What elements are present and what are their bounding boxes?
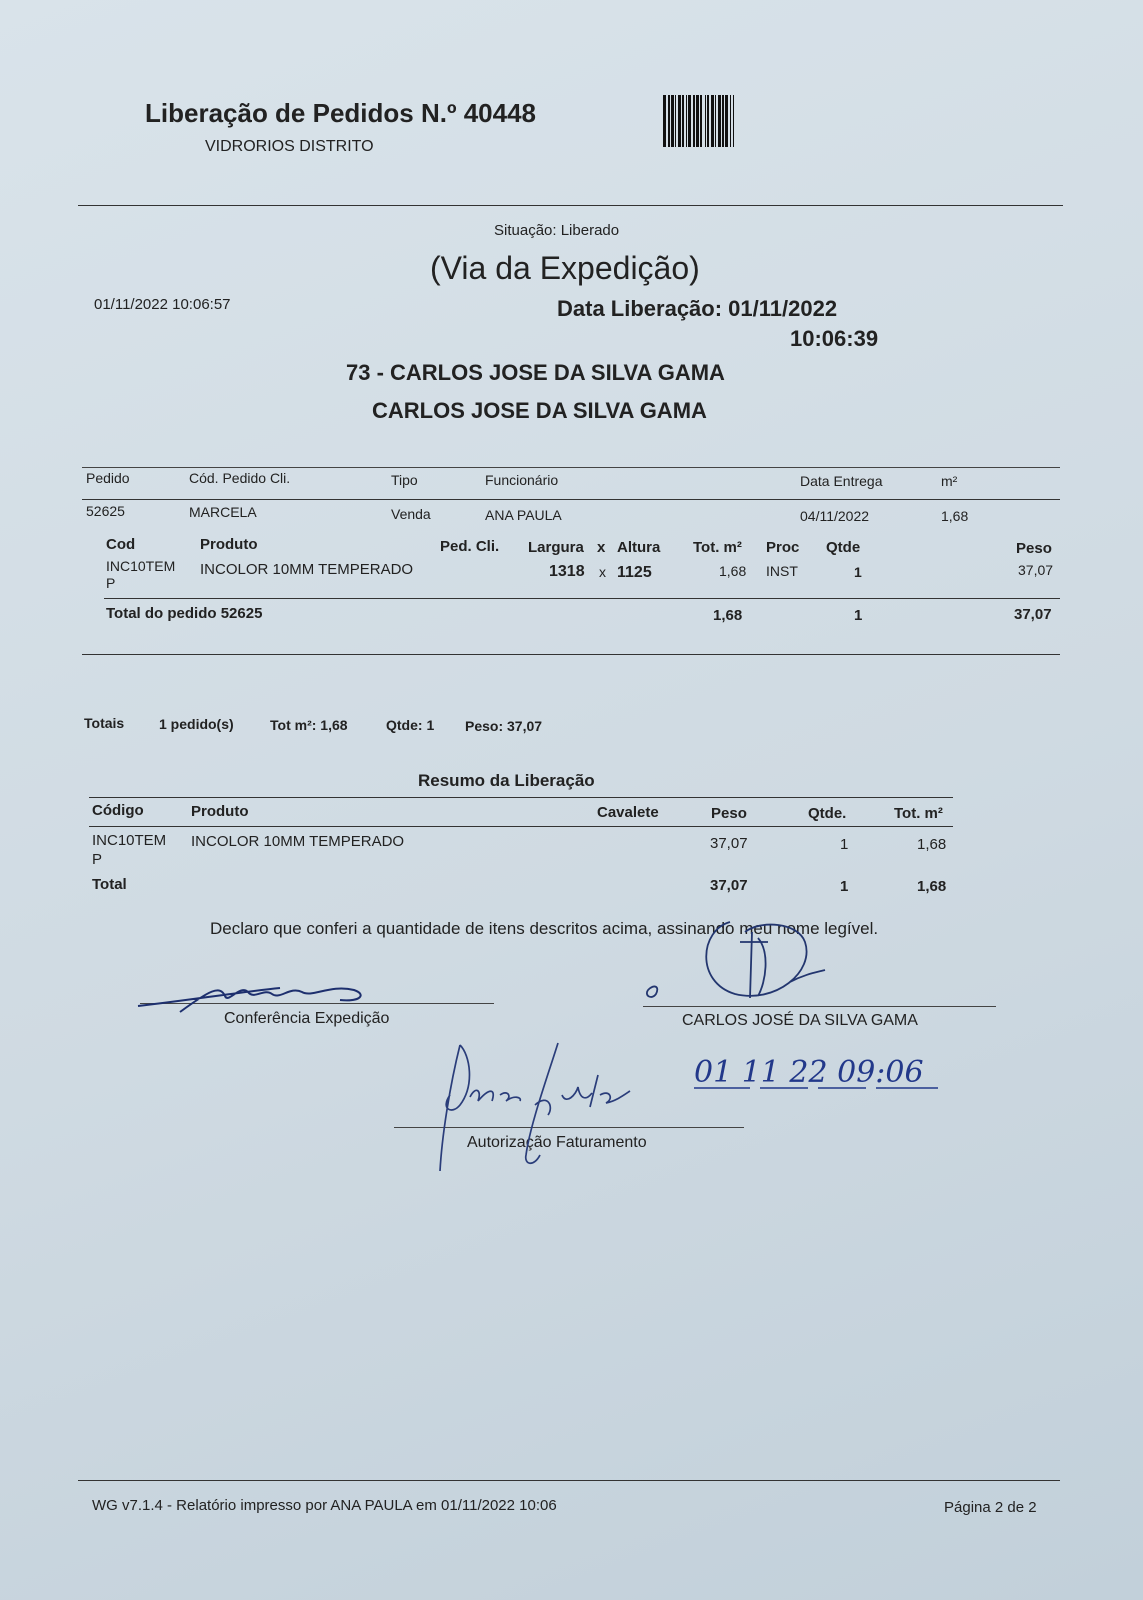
totals-peso: Peso: 37,07	[465, 718, 543, 734]
cell-codigo: INC10TEM	[92, 832, 167, 849]
order-table-bottom-rule	[82, 654, 1060, 655]
item-total-rule	[104, 598, 1060, 599]
col-peso: Peso	[1016, 540, 1052, 557]
cell-data-entrega: 04/11/2022	[800, 508, 870, 524]
col-cod-pedido-cli: Cód. Pedido Cli.	[189, 470, 291, 486]
cell-peso: 37,07	[1018, 562, 1054, 578]
footer-rule	[78, 1480, 1060, 1481]
col-pedido: Pedido	[86, 470, 130, 486]
col-cod: Cod	[106, 536, 136, 553]
col-qtde: Qtde	[826, 539, 861, 556]
document-title: Liberação de Pedidos N.º 40448	[145, 98, 536, 128]
order-total-label: Total do pedido 52625	[106, 605, 263, 622]
client-name-secondary: CARLOS JOSE DA SILVA GAMA	[372, 398, 707, 423]
cell-cod: INC10TEM	[106, 558, 176, 574]
col-tot-m2: Tot. m²	[894, 805, 943, 822]
col-data-entrega: Data Entrega	[800, 473, 883, 489]
totals-pedidos: 1 pedido(s)	[159, 716, 234, 732]
col-proc: Proc	[766, 539, 800, 556]
cell-pedido: 52625	[86, 503, 125, 519]
summary-title: Resumo da Liberação	[418, 771, 595, 790]
cell-tot-m2: 1,68	[719, 563, 747, 579]
order-table-header-rule	[82, 499, 1060, 500]
cell-funcionario: ANA PAULA	[485, 507, 562, 523]
cell-x: x	[599, 564, 606, 580]
order-total-peso: 37,07	[1014, 606, 1052, 623]
col-ped-cli: Ped. Cli.	[440, 538, 500, 555]
page-number: Página 2 de 2	[944, 1499, 1037, 1516]
cell-peso: 37,07	[710, 835, 748, 852]
cell-qtde: 1	[854, 564, 862, 580]
col-funcionario: Funcionário	[485, 472, 559, 488]
col-codigo: Código	[92, 802, 144, 819]
company-name: VIDRORIOS DISTRITO	[205, 138, 374, 155]
summary-total-tot-m2: 1,68	[917, 878, 947, 895]
cell-largura: 1318	[549, 563, 585, 580]
col-tipo: Tipo	[391, 472, 418, 488]
summary-header-rule	[89, 826, 953, 827]
col-produto: Produto	[200, 536, 258, 553]
header-divider	[78, 205, 1063, 206]
client-name: 73 - CARLOS JOSE DA SILVA GAMA	[346, 360, 725, 385]
totals-qtde: Qtde: 1	[386, 717, 435, 733]
cell-altura: 1125	[617, 564, 652, 581]
cell-tot-m2: 1,68	[917, 836, 947, 853]
handwritten-signature-conferencia	[130, 970, 380, 1020]
summary-top-rule	[89, 797, 953, 798]
copy-label: (Via da Expedição)	[430, 250, 700, 286]
cell-m2: 1,68	[941, 508, 969, 524]
handwritten-date	[690, 1052, 980, 1094]
col-tot-m2: Tot. m²	[693, 539, 742, 556]
col-altura: Altura	[617, 539, 661, 556]
status-text: Situação: Liberado	[494, 222, 620, 239]
cell-proc: INST	[766, 563, 798, 579]
declaration-text: Declaro que conferi a quantidade de itens descritos acima, assinando meu nome legível.	[210, 919, 879, 938]
totals-tot-m2: Tot m²: 1,68	[270, 717, 348, 733]
col-m2: m²	[941, 473, 958, 489]
cell-tipo: Venda	[391, 506, 431, 522]
footer-print-info: WG v7.1.4 - Relatório impresso por ANA PAULA em 01/11/2022 10:06	[92, 1497, 557, 1514]
cell-produto: INCOLOR 10MM TEMPERADO	[191, 833, 405, 850]
col-peso: Peso	[711, 805, 747, 822]
col-produto: Produto	[191, 803, 249, 820]
order-total-tot-m2: 1,68	[713, 607, 743, 624]
cell-codigo-continued: P	[92, 851, 103, 868]
col-cavalete: Cavalete	[597, 804, 659, 821]
print-datetime: 01/11/2022 10:06:57	[94, 296, 231, 313]
cell-produto: INCOLOR 10MM TEMPERADO	[200, 561, 414, 578]
signature-label-autorizacao: Autorização Faturamento	[467, 1134, 647, 1151]
cell-cod-pedido-cli: MARCELA	[189, 504, 257, 520]
cell-cod-continued: P	[106, 575, 116, 591]
release-time: 10:06:39	[790, 326, 879, 351]
col-largura: Largura	[528, 539, 584, 556]
signature-label-client: CARLOS JOSÉ DA SILVA GAMA	[682, 1012, 918, 1029]
handwritten-date-text: 01 11 22 09:06	[694, 1055, 924, 1090]
order-total-qtde: 1	[854, 607, 863, 624]
handwritten-signature-client	[640, 912, 830, 1010]
release-date: Data Liberação: 01/11/2022	[557, 296, 838, 321]
col-qtde: Qtde.	[808, 805, 847, 822]
signature-label-conferencia: Conferência Expedição	[224, 1010, 390, 1027]
summary-total-peso: 37,07	[710, 877, 748, 894]
summary-total-label: Total	[92, 876, 127, 893]
totals-label: Totais	[84, 715, 125, 731]
barcode	[663, 95, 838, 147]
order-table-top-rule	[82, 467, 1060, 468]
cell-qtde: 1	[840, 836, 849, 853]
handwritten-signature-autorizacao	[430, 1035, 670, 1175]
col-x: x	[597, 539, 606, 556]
summary-total-qtde: 1	[840, 878, 849, 895]
